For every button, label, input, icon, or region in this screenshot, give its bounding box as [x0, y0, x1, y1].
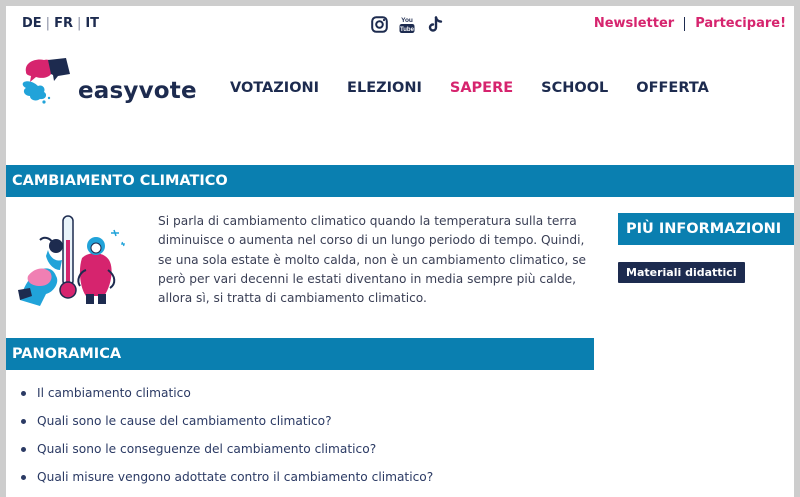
instagram-icon[interactable]	[370, 15, 388, 33]
main-nav	[230, 80, 709, 96]
top-links	[594, 16, 786, 31]
youtube-icon[interactable]	[398, 15, 416, 33]
tiktok-icon[interactable]	[426, 15, 444, 33]
language-switcher: DE | FR | IT	[22, 16, 100, 31]
lang-de[interactable]: DE	[22, 16, 42, 31]
lang-it[interactable]: IT	[85, 16, 100, 31]
nav-item-votazioni[interactable]: VOTAZIONI	[230, 80, 320, 96]
divider	[684, 17, 685, 31]
nav-item-offerta[interactable]: OFFERTA	[636, 80, 709, 96]
overview-list	[20, 384, 433, 496]
youtube-icon-text-bottom: Tube	[400, 26, 414, 33]
sidebar-title: PIÙ INFORMAZIONI	[618, 213, 794, 245]
lang-fr[interactable]: FR	[54, 16, 73, 31]
overview-link-3[interactable]: Quali sono le conseguenze del cambiamento climatico?	[20, 440, 433, 468]
social-links	[370, 15, 444, 33]
logo-text: easyvote	[78, 78, 197, 104]
logo-bubbles-icon	[18, 52, 78, 112]
page-title: CAMBIAMENTO CLIMATICO	[6, 165, 794, 197]
overview-link-2[interactable]: Quali sono le cause del cambiamento climatico?	[20, 412, 433, 440]
participate-link[interactable]: Partecipare!	[695, 16, 786, 31]
overview-link-4[interactable]: Quali misure vengono adottate contro il cambiamento climatico?	[20, 468, 433, 496]
overview-title: PANORAMICA	[6, 338, 594, 370]
page	[6, 6, 794, 497]
climate-illustration	[10, 210, 130, 310]
nav-item-elezioni[interactable]: ELEZIONI	[347, 80, 422, 96]
youtube-icon-text-top: You	[401, 16, 413, 24]
newsletter-link[interactable]: Newsletter	[593, 16, 675, 31]
overview-link-1[interactable]: Il cambiamento climatico	[20, 384, 433, 412]
nav-item-sapere[interactable]: SAPERE	[449, 80, 514, 96]
teaching-materials-button[interactable]: Materiali didattici	[618, 262, 745, 283]
nav-item-school[interactable]: SCHOOL	[541, 80, 609, 96]
intro-paragraph: Si parla di cambiamento climatico quando la temperatura sulla terra diminuisce o aumenta nel corso di un lungo periodo di tempo. Quindi, se una sola estate è molto calda, non è un cambiamento climatico, se però per vari decenni le estati diventano in media sempre più calde, allora sì, si tratta di cambiamento climatico.	[158, 214, 587, 306]
easyvote-logo[interactable]	[18, 52, 197, 112]
